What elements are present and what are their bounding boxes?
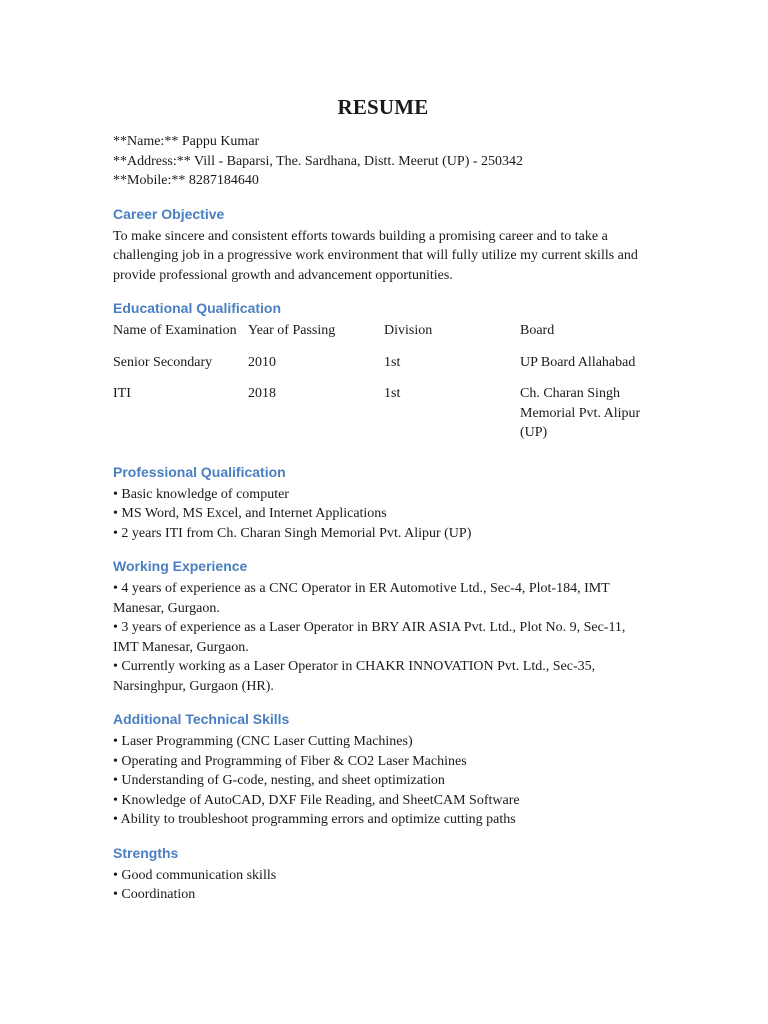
table-cell: Ch. Charan Singh Memorial Pvt. Alipur (UP): [520, 386, 641, 440]
career-objective-section: [113, 204, 653, 286]
experience-list: [113, 579, 653, 696]
name-line: **Name:** Pappu Kumar: [113, 134, 260, 149]
list-item: • Good communication skills: [113, 867, 277, 883]
table-row: [113, 384, 653, 449]
list-item: • 4 years of experience as a CNC Operator in ER Automotive Ltd., Sec-4, Plot-184, IMT Manesar, Gurgaon.: [113, 581, 610, 616]
list-item: • Operating and Programming of Fiber & CO2 Laser Machines: [113, 753, 467, 769]
technical-list: [113, 732, 653, 830]
strengths-section: [113, 843, 653, 905]
professional-list: [113, 485, 653, 544]
table-cell: 1st: [384, 386, 401, 401]
table-cell: UP Board Allahabad: [520, 354, 636, 370]
education-heading: Educational Qualification: [113, 300, 282, 316]
list-item: • Basic knowledge of computer: [113, 486, 289, 502]
list-item: • 2 years ITI from Ch. Charan Singh Memorial Pvt. Alipur (UP): [113, 525, 472, 541]
professional-section: [113, 462, 653, 544]
strengths-heading: Strengths: [113, 844, 179, 861]
table-cell: 1st: [384, 354, 401, 370]
table-cell: Senior Secondary: [113, 354, 213, 370]
table-cell: ITI: [113, 386, 131, 401]
technical-section: [113, 709, 653, 830]
table-row: [113, 353, 653, 385]
table-cell: 2010: [248, 354, 276, 370]
education-section: [113, 298, 653, 449]
table-cell: 2018: [248, 386, 276, 401]
resume-page: [113, 92, 653, 905]
education-header-row: [113, 321, 653, 353]
column-header: Division: [384, 323, 433, 338]
list-item: • 3 years of experience as a Laser Operator in BRY AIR ASIA Pvt. Ltd., Plot No. 9, Sec-11, IMT Manesar, Gurgaon.: [113, 620, 626, 655]
list-item: • Understanding of G-code, nesting, and sheet optimization: [113, 773, 445, 788]
mobile-line: **Mobile:** 8287184640: [113, 173, 259, 188]
resume-title: RESUME: [337, 95, 429, 119]
personal-info: [113, 132, 653, 191]
list-item: • MS Word, MS Excel, and Internet Applications: [113, 506, 387, 521]
professional-heading: Professional Qualification: [113, 463, 286, 480]
career-objective-text: To make sincere and consistent efforts towards building a promising career and to take a challenging job in a progressive work environment that will fully utilize my current skills and provide professional growth and advancement opportunities.: [113, 228, 638, 283]
list-item: • Knowledge of AutoCAD, DXF File Reading, and SheetCAM Software: [113, 792, 520, 808]
address-line: **Address:** Vill - Baparsi, The. Sardhana, Distt. Meerut (UP) - 250342: [113, 153, 524, 169]
experience-heading: Working Experience: [113, 558, 248, 574]
strengths-list: [113, 866, 653, 905]
education-table: [113, 321, 653, 449]
experience-section: [113, 556, 653, 696]
column-header: Name of Examination: [113, 323, 237, 338]
column-header: Board: [520, 323, 555, 338]
list-item: • Coordination: [113, 887, 196, 902]
list-item: • Ability to troubleshoot programming errors and optimize cutting paths: [113, 812, 516, 827]
list-item: • Laser Programming (CNC Laser Cutting Machines): [113, 734, 413, 749]
column-header: Year of Passing: [248, 323, 336, 338]
technical-heading: Additional Technical Skills: [113, 711, 290, 727]
list-item: • Currently working as a Laser Operator in CHAKR INNOVATION Pvt. Ltd., Sec-35, Narsinghpur, Gurgaon (HR).: [113, 659, 596, 694]
career-objective-heading: Career Objective: [113, 205, 225, 222]
